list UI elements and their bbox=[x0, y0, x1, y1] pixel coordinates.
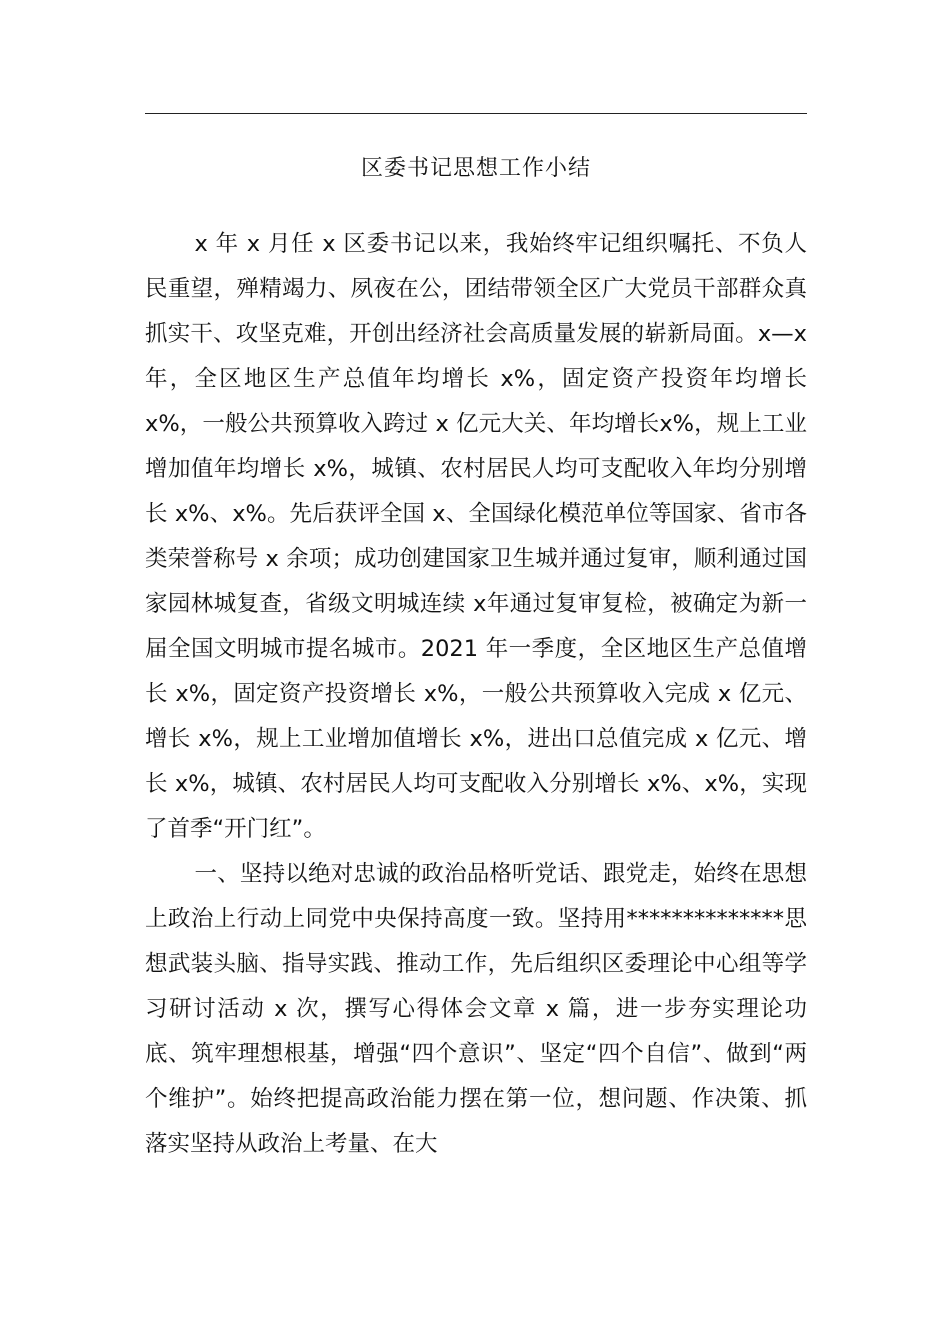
document-body bbox=[145, 222, 807, 1167]
header-rule bbox=[145, 113, 807, 114]
paragraph-section-one: 一、坚持以绝对忠诚的政治品格听党话、跟党走，始终在思想上政治上行动上同党中央保持高度一致。坚持用**************思想武装头脑、指导实践、推动工作，先后组织区委理论中心组等学习研讨活动 x 次，撰写心得体会文章 x 篇，进一步夯实理论功底、筑牢理想根基，增强“四个意识”、坚定“四个自信”、做到“两个维护”。始终把提高政治能力摆在第一位，想问题、作决策、抓落实坚持从政治上考量、在大 bbox=[145, 861, 807, 1157]
paragraph-intro: x 年 x 月任 x 区委书记以来，我始终牢记组织嘱托、不负人民重望，殚精竭力、夙夜在公，团结带领全区广大党员干部群众真抓实干、攻坚克难，开创出经济社会高质量发展的崭新局面。x—x 年，全区地区生产总值年均增长 x%，固定资产投资年均增长 x%，一般公共预算收入跨过 x 亿元大关、年均增长x%，规上工业增加值年均增长 x%，城镇、农村居民人均可支配收入年均分别增长 x%、x%。先后获评全国 x、全国绿化模范单位等国家、省市各类荣誉称号 x 余项；成功创建国家卫生城并通过复审，顺利通过国家园林城复查，省级文明城连续 x年通过复审复检，被确定为新一届全国文明城市提名城市。2021 年一季度，全区地区生产总值增长 x%，固定资产投资增长 x%，一般公共预算收入完成 x 亿元、增长 x%，规上工业增加值增长 x%，进出口总值完成 x 亿元、增长 x%，城镇、农村居民人均可支配收入分别增长 x%、x%，实现了首季“开门红”。 bbox=[145, 231, 807, 842]
document-title: 区委书记思想工作小结 bbox=[360, 156, 591, 181]
